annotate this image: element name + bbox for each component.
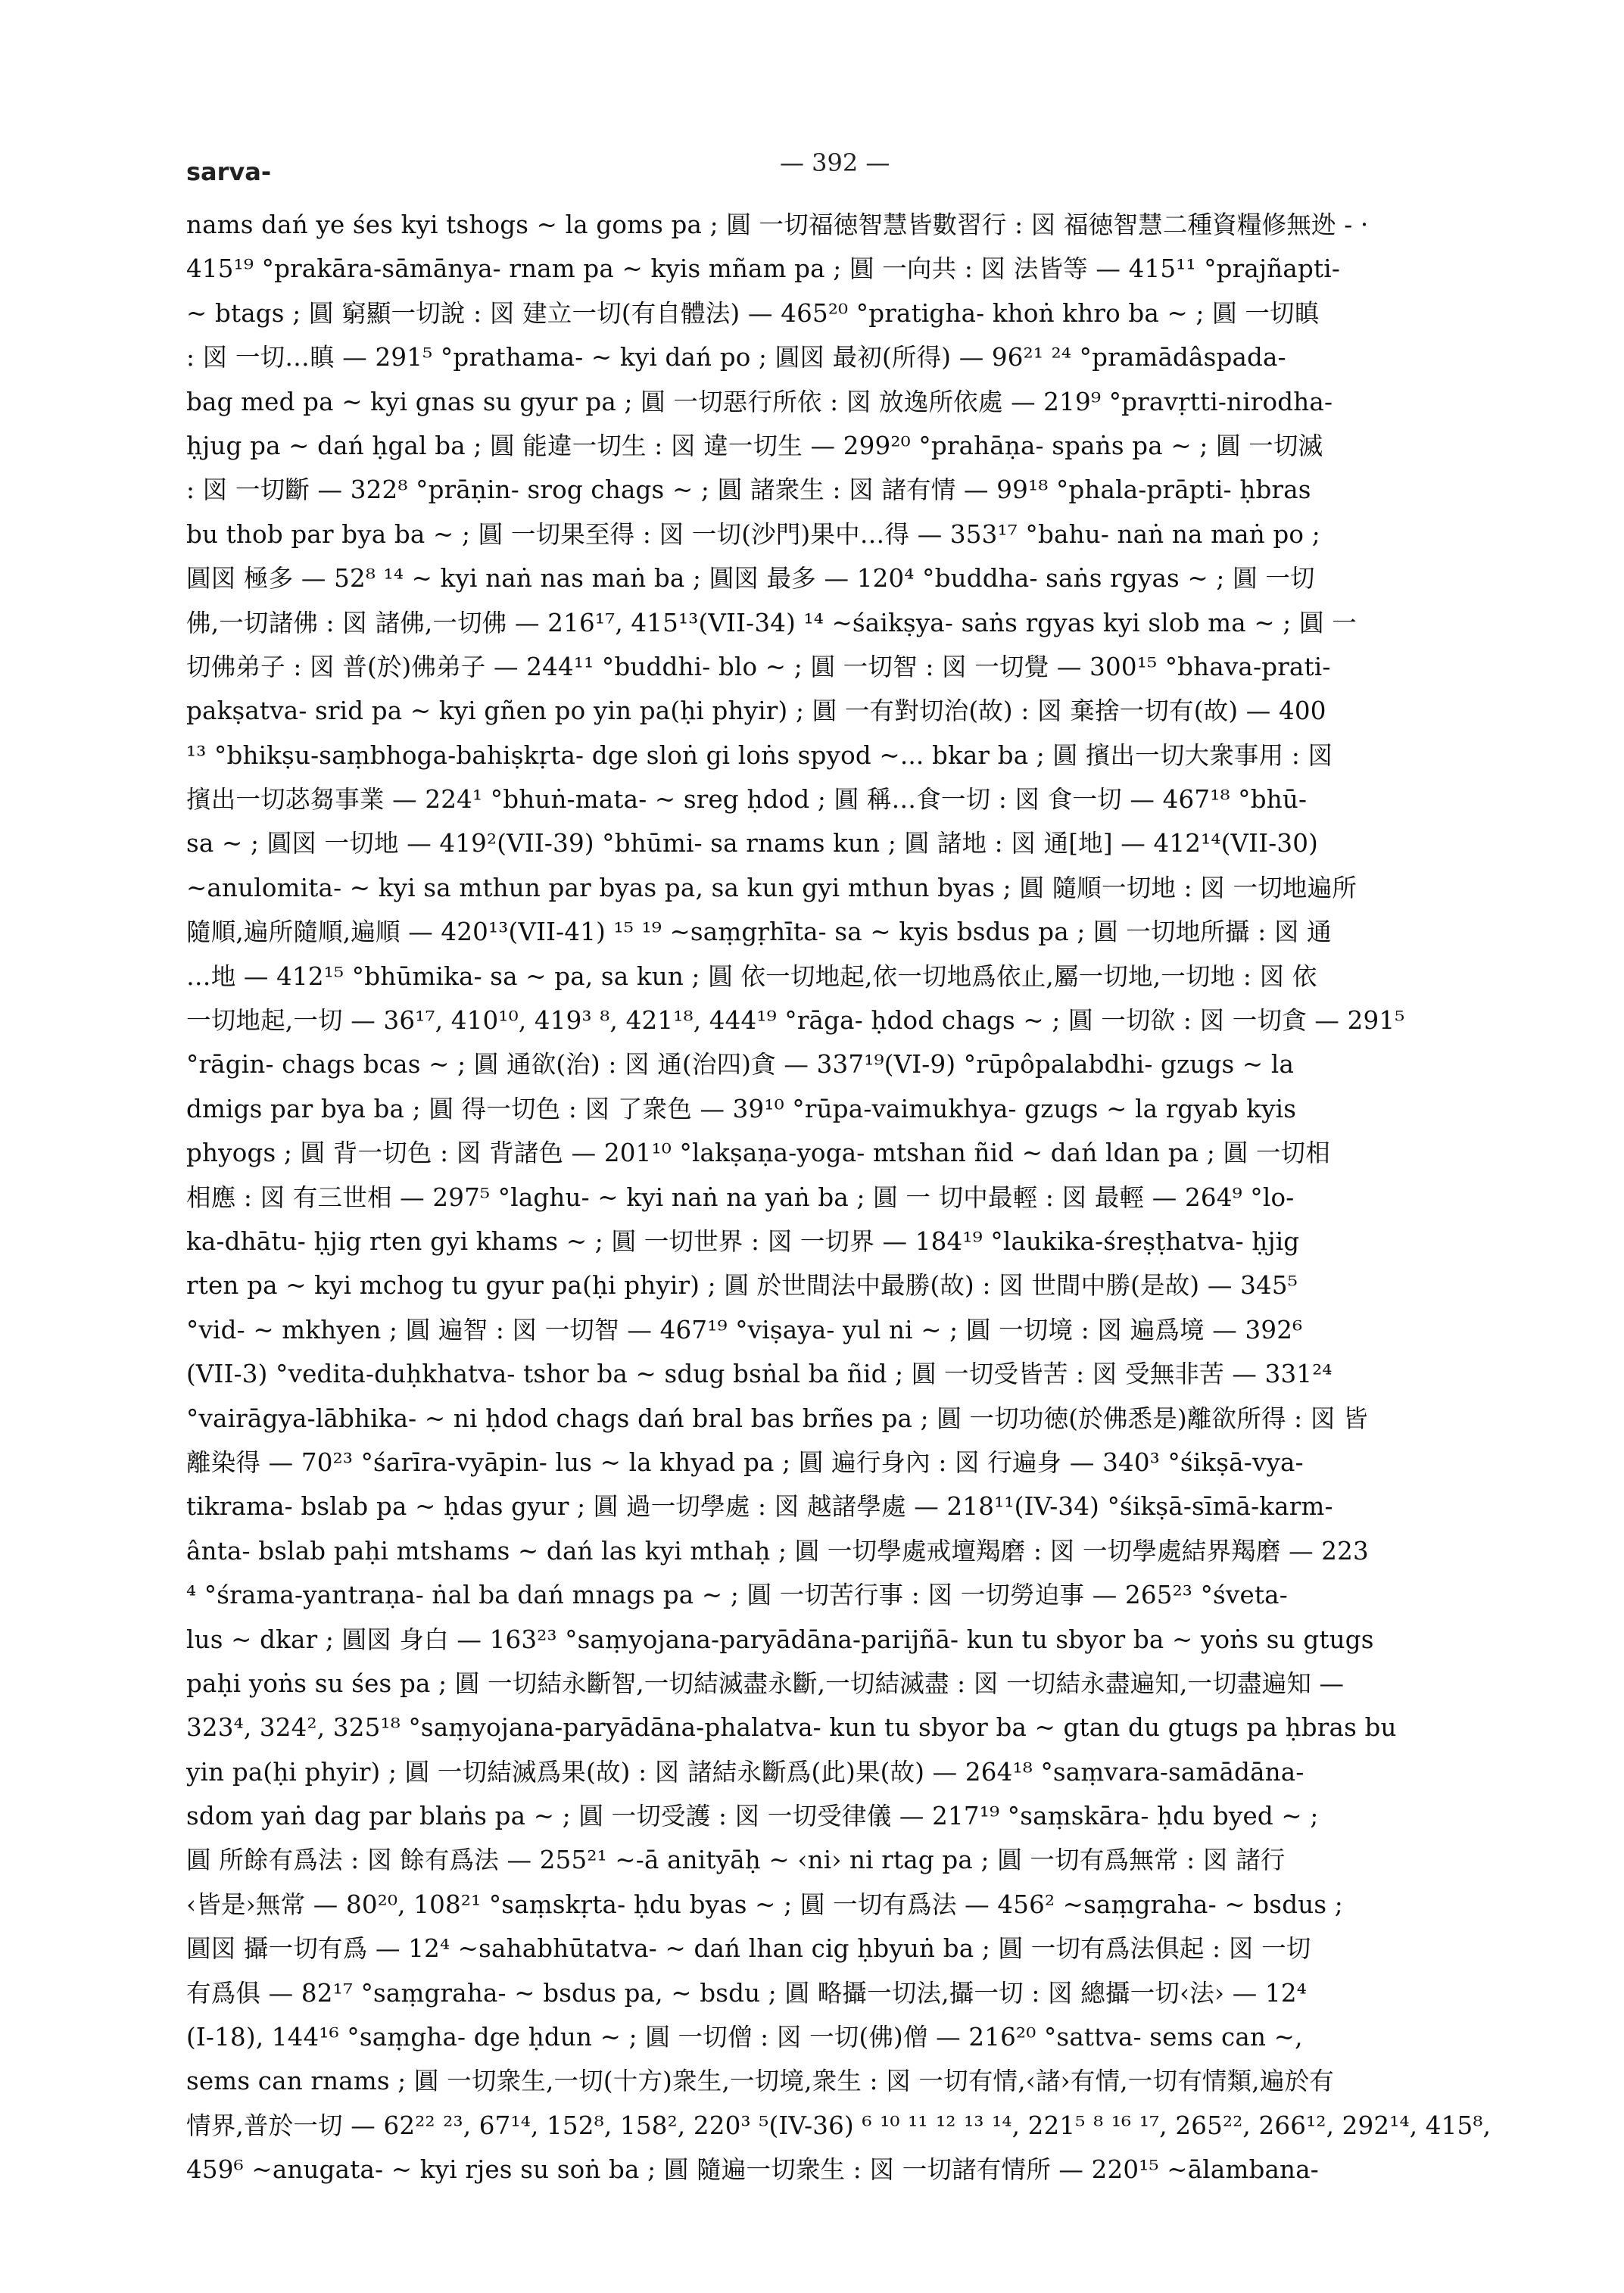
text-line: 有爲俱 — 82¹⁷ °saṃgraha- ~ bsdus pa, ~ bsdu ; 圓 略攝一切法,攝一切 : 図 總攝一切‹法› — 12⁴ (186, 1978, 1307, 2008)
text-line: 459⁶ ~anugata- ~ kyi rjes su soṅ ba ; 圓 隨遍一切衆生 : 図 一切諸有情所 — 220¹⁵ ~ālambana- (186, 2155, 1319, 2185)
running-head: sarva- (186, 157, 272, 186)
text-line: ‹皆是›無常 — 80²⁰, 108²¹ °saṃskṛta- ḥdu byas ~ ; 圓 一切有爲法 — 456² ~saṃgraha- ~ bsdus ; (186, 1890, 1343, 1919)
text-line: (VII-3) °vedita-duḥkhatva- tshor ba ~ sdug bsṅal ba ñid ; 圓 一切受皆苦 : 図 受無非苦 — 331²⁴ (186, 1360, 1333, 1389)
text-line: 圓図 攝一切有爲 — 12⁴ ~sahabhūtatva- ~ dań lhan cig ḥbyuṅ ba ; 圓 一切有爲法俱起 : 図 一切 (186, 1934, 1311, 1964)
entry-body (186, 203, 1505, 2192)
text-line: 323⁴, 324², 325¹⁸ °saṃyojana-paryādāna-phalatva- kun tu sbyor ba ~ gtan du gtugs pa ḥbras bu (186, 1713, 1397, 1743)
text-line: ⁴ °śrama-yantraṇa- ṅal ba dań mnags pa ~ ; 圓 一切苦行事 : 図 一切勞迫事 — 265²³ °śveta- (186, 1581, 1288, 1610)
text-line: 切佛弟子 : 図 普(於)佛弟子 — 244¹¹ °buddhi- blo ~ ; 圓 一切智 : 図 一切覺 — 300¹⁵ °bhava-prati- (186, 652, 1331, 681)
text-line: dmigs par bya ba ; 圓 得一切色 : 図 了衆色 — 39¹⁰ °rūpa-vaimukhya- gzugs ~ la rgyab kyis (186, 1094, 1297, 1123)
text-line: 一切地起,一切 — 36¹⁷, 410¹⁰, 419³ ⁸, 421¹⁸, 444¹⁹ °rāga- ḥdod chags ~ ; 圓 一切欲 : 図 一切貪 — 291⁵ (186, 1006, 1405, 1036)
text-line: sdom yaṅ dag par blaṅs pa ~ ; 圓 一切受護 : 図 一切受律儀 — 217¹⁹ °saṃskāra- ḥdu byed ~ ; (186, 1802, 1319, 1831)
text-line: ~ btags ; 圓 窮顯一切說 : 図 建立一切(有自體法) — 465²⁰ °pratigha- khoṅ khro ba ~ ; 圓 一切瞋 (186, 298, 1320, 328)
text-line: 隨順,遍所隨順,遍順 — 420¹³(VII-41) ¹⁵ ¹⁹ ~saṃgṛhīta- sa ~ kyis bsdus pa ; 圓 一切地所攝 : 図 通 (186, 918, 1332, 947)
text-line: °vairāgya-lābhika- ~ ni ḥdod chags dań bral bas brñes pa ; 圓 一切功徳(於佛悉是)離欲所得 : 図 皆 (186, 1404, 1368, 1433)
text-line: lus ~ dkar ; 圓図 身白 — 163²³ °saṃyojana-paryādāna-parijñā- kun tu sbyor ba ~ yoṅs su gtugs (186, 1625, 1374, 1654)
text-line: °rāgin- chags bcas ~ ; 圓 通欲(治) : 図 通(治四)貪 — 337¹⁹(VI-9) °rūpôpalabdhi- gzugs ~ la (186, 1050, 1295, 1080)
text-line: bu thob par bya ba ~ ; 圓 一切果至得 : 図 一切(沙門)果中…得 — 353¹⁷ °bahu- naṅ na maṅ po ; (186, 519, 1320, 549)
text-line: sa ~ ; 圓図 一切地 — 419²(VII-39) °bhūmi- sa rnams kun ; 圓 諸地 : 図 通[地] — 412¹⁴(VII-30) (186, 829, 1319, 858)
text-line: 擯出一切苾芻事業 — 224¹ °bhuṅ-mata- ~ sreg ḥdod ; 圓 稱…食一切 : 図 食一切 — 467¹⁸ °bhū- (186, 785, 1308, 815)
page-number: — 392 — (780, 148, 890, 177)
text-line: paḥi yoṅs su śes pa ; 圓 一切結永斷智,一切結滅盡永斷,一切結滅盡 : 図 一切結永盡遍知,一切盡遍知 — (186, 1668, 1345, 1698)
text-line: phyogs ; 圓 背一切色 : 図 背諸色 — 201¹⁰ °lakṣaṇa-yoga- mtshan ñid ~ dań ldan pa ; 圓 一切相 (186, 1139, 1330, 1168)
text-line: ka-dhātu- ḥjig rten gyi khams ~ ; 圓 一切世界 : 図 一切界 — 184¹⁹ °laukika-śreṣṭhatva- ḥjig (186, 1226, 1300, 1256)
text-line: …地 — 412¹⁵ °bhūmika- sa ~ pa, sa kun ; 圓 依一切地起,依一切地爲依止,屬一切地,一切地 : 図 依 (186, 961, 1317, 991)
text-line: ânta- bslab paḥi mtshams ~ dań las kyi mthaḥ ; 圓 一切學處戒壇羯磨 : 図 一切學處結界羯磨 — 223 (186, 1536, 1369, 1566)
text-line: ¹³ °bhikṣu-saṃbhoga-bahiṣkṛta- dge sloṅ gi loṅs spyod ~... bkar ba ; 圓 擯出一切大衆事用 : 図 (186, 740, 1333, 770)
text-line: pakṣatva- srid pa ~ kyi gñen po yin pa(ḥi phyir) ; 圓 一有對切治(故) : 図 棄捨一切有(故) — 400 (186, 696, 1326, 726)
text-line: 情界,普於一切 — 62²² ²³, 67¹⁴, 152⁸, 158², 220³ ⁵(IV-36) ⁶ ¹⁰ ¹¹ ¹² ¹³ ¹⁴, 221⁵ ⁸ ¹⁶ ¹⁷, 265²², 266¹², 292¹⁴, 415⁸, (186, 2111, 1492, 2140)
text-line: yin pa(ḥi phyir) ; 圓 一切結滅爲果(故) : 図 諸結永斷爲(此)果(故) — 264¹⁸ °saṃvara-samādāna- (186, 1757, 1304, 1787)
text-line: tikrama- bslab pa ~ ḥdas gyur ; 圓 過一切學處 : 図 越諸學處 — 218¹¹(IV-34) °śikṣā-sīmā-karm- (186, 1492, 1333, 1522)
text-line: ḥjug pa ~ dań ḥgal ba ; 圓 能違一切生 : 図 違一切生 — 299²⁰ °prahāṇa- spaṅs pa ~ ; 圓 一切滅 (186, 431, 1323, 460)
text-line: °vid- ~ mkhyen ; 圓 遍智 : 図 一切智 — 467¹⁹ °viṣaya- yul ni ~ ; 圓 一切境 : 図 遍爲境 — 392⁶ (186, 1315, 1303, 1344)
text-line: 離染得 — 70²³ °śarīra-vyāpin- lus ~ la khyad pa ; 圓 遍行身內 : 図 行遍身 — 340³ °śikṣā-vya- (186, 1447, 1304, 1477)
text-line: : 図 一切斷 — 322⁸ °prāṇin- srog chags ~ ; 圓 諸衆生 : 図 諸有情 — 99¹⁸ °phala-prāpti- ḥbras (186, 475, 1311, 505)
text-line: nams dań ye śes kyi tshogs ~ la goms pa ; 圓 一切福徳智慧皆數習行 : 図 福徳智慧二種資糧修無迯 - · (186, 210, 1369, 239)
text-line: ~anulomita- ~ kyi sa mthun par byas pa, sa kun gyi mthun byas ; 圓 隨順一切地 : 図 一切地遍所 (186, 873, 1357, 902)
text-line: 相應 : 図 有三世相 — 297⁵ °laghu- ~ kyi naṅ na yaṅ ba ; 圓 一 切中最輕 : 図 最輕 — 264⁹ °lo- (186, 1182, 1295, 1212)
text-line: : 図 一切…瞋 — 291⁵ °prathama- ~ kyi dań po ; 圓図 最初(所得) — 96²¹ ²⁴ °pramādâspada- (186, 343, 1286, 372)
text-line: 415¹⁹ °prakāra-sāmānya- rnam pa ~ kyis mñam pa ; 圓 一向共 : 図 法皆等 — 415¹¹ °prajñapti- (186, 254, 1341, 284)
text-line: 圓 所餘有爲法 : 図 餘有爲法 — 255²¹ ~-ā anityāḥ ~ ‹ni› ni rtag pa ; 圓 一切有爲無常 : 図 諸行 (186, 1846, 1286, 1875)
text-line: bag med pa ~ kyi gnas su gyur pa ; 圓 一切惡行所依 : 図 放逸所依處 — 219⁹ °pravṛtti-nirodha- (186, 387, 1333, 416)
text-line: (I-18), 144¹⁶ °saṃgha- dge ḥdun ~ ; 圓 一切僧 : 図 一切(佛)僧 — 216²⁰ °sattva- sems can ~, (186, 2023, 1303, 2052)
text-line: 佛,一切諸佛 : 図 諸佛,一切佛 — 216¹⁷, 415¹³(VII-34) ¹⁴ ~śaikṣya- saṅs rgyas kyi slob ma ~ ; 圓 一 (186, 608, 1357, 637)
text-line: 圓図 極多 — 52⁸ ¹⁴ ~ kyi naṅ nas maṅ ba ; 圓図 最多 — 120⁴ °buddha- saṅs rgyas ~ ; 圓 一切 (186, 564, 1315, 594)
text-line: sems can rnams ; 圓 一切衆生,一切(十方)衆生,一切境,衆生 : 図 一切有情,‹諸›有情,一切有情類,遍於有 (186, 2067, 1334, 2096)
text-line: rten pa ~ kyi mchog tu gyur pa(ḥi phyir) ; 圓 於世間法中最勝(故) : 図 世間中勝(是故) — 345⁵ (186, 1271, 1298, 1301)
